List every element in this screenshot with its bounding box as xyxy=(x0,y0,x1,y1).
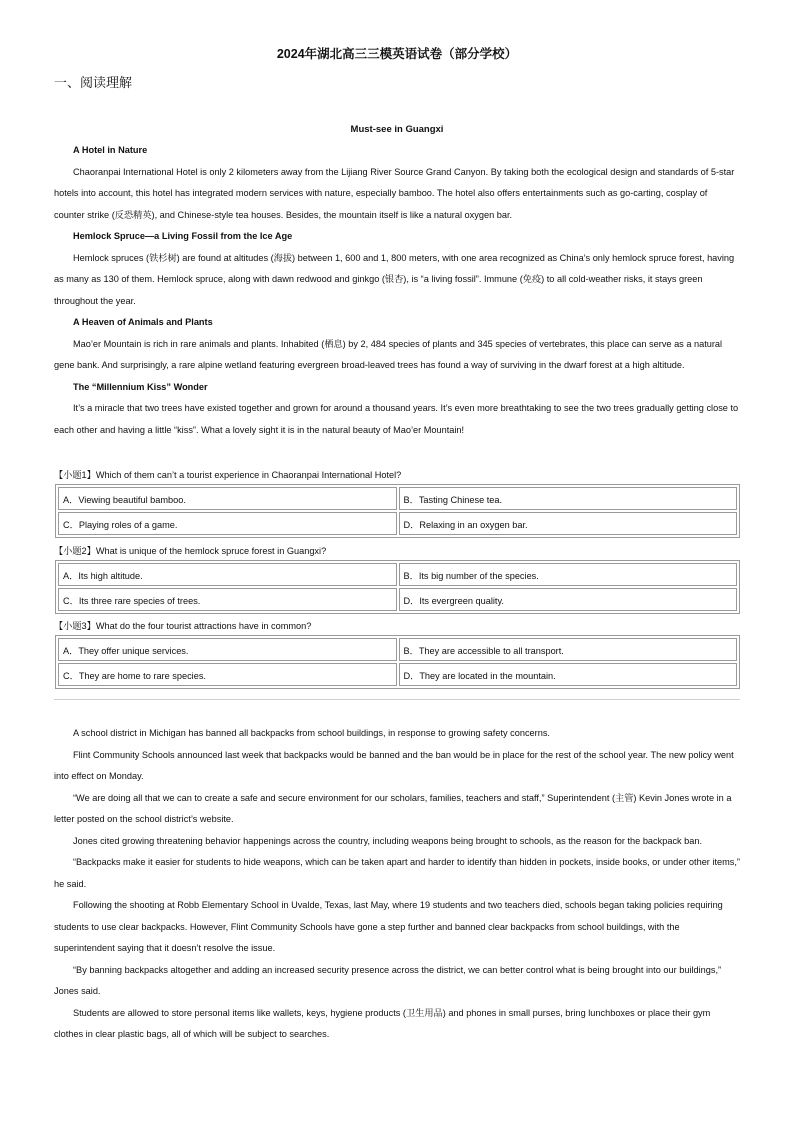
option-b[interactable]: B．Its big number of the species. xyxy=(399,563,738,586)
paragraph: A school district in Michigan has banned all backpacks from school buildings, in response to growing safety concerns. xyxy=(73,728,550,738)
question-3-stem: 【小题3】What do the four tourist attractions have in common? xyxy=(54,621,312,631)
exam-title: 2024年湖北高三三模英语试卷（部分学校） xyxy=(276,47,518,61)
paragraph: Jones cited growing threatening behavior happenings across the country, including weapons being brought to schools, as the reason for the backpack ban. xyxy=(73,835,703,846)
option-b[interactable]: B．Tasting Chinese tea. xyxy=(399,487,738,510)
paragraph: Hemlock spruces (铁杉树) are found at altitudes (海拔) between 1, 600 and 1, 800 meters, with one area recognized as China’s only hemlock spruce forest, having as many as 130 of them. Hemlock spruce, along with dawn redwood and ginkgo (银杏), is “a living fossil”. Immune (免疫) to all cold-weather risks, it stays green throughout the year. xyxy=(54,252,735,306)
option-d[interactable]: D．They are located in the mountain. xyxy=(399,663,738,686)
passage-2 xyxy=(54,723,740,1046)
subheading: Hemlock Spruce—a Living Fossil from the Ice Age xyxy=(73,231,293,241)
question-3-options xyxy=(55,635,740,689)
question-1-options xyxy=(55,484,740,538)
paragraph: “We are doing all that we can to create a safe and secure environment for our scholars, families, teachers and staff,” Superintendent (主管) Kevin Jones wrote in a letter posted on the school district’s website. xyxy=(54,792,732,824)
subheading: A Heaven of Animals and Plants xyxy=(73,317,213,327)
option-d[interactable]: D．Relaxing in an oxygen bar. xyxy=(399,512,738,535)
passage-divider xyxy=(54,699,740,700)
section-heading: 一、阅读理解 xyxy=(54,75,133,90)
question-1-stem: 【小题1】Which of them can’t a tourist experience in Chaoranpai International Hotel? xyxy=(54,470,402,480)
passage-1 xyxy=(54,140,740,441)
option-c[interactable]: C．Its three rare species of trees. xyxy=(58,588,397,611)
paragraph: Chaoranpai International Hotel is only 2 kilometers away from the Lijiang River Source Grand Canyon. By taking both the ecological design and standards of 5-star hotels into account, this hotel has integrated modern services with nature, especially bamboo. The hotel also offers entertainments such as go-carting, cosplay of counter strike (反恐精英), and Chinese-style tea houses. Besides, the mountain itself is like a natural oxygen bar. xyxy=(54,166,735,220)
paragraph: Students are allowed to store personal items like wallets, keys, hygiene products (卫生用品) and phones in small purses, bring lunchboxes or place their gym clothes in clear plastic bags, all of which will be subject to searches. xyxy=(54,1007,711,1039)
question-2-options xyxy=(55,560,740,614)
option-c[interactable]: C．They are home to rare species. xyxy=(58,663,397,686)
paragraph: Following the shooting at Robb Elementary School in Uvalde, Texas, last May, where 19 students and two teachers died, schools began taking policies requiring students to use clear backpacks. However, Flint Community Schools have gone a step further and banned clear backpacks from school buildings, with the superintendent saying that it doesn’t resolve the issue. xyxy=(54,900,723,953)
paragraph: It’s a miracle that two trees have existed together and grown for around a thousand years. It’s even more breathtaking to see the two trees gradually getting close to each other and having a little “kiss”. What a lovely sight it is in the natural beauty of Mao’er Mountain! xyxy=(54,403,739,435)
question-2-stem: 【小题2】What is unique of the hemlock spruce forest in Guangxi? xyxy=(54,546,327,556)
option-a[interactable]: A．They offer unique services. xyxy=(58,638,397,661)
paragraph: Flint Community Schools announced last week that backpacks would be banned and the ban would be in place for the rest of the school year. The new policy went into effect on Monday. xyxy=(54,749,734,781)
option-a[interactable]: A．Viewing beautiful bamboo. xyxy=(58,487,397,510)
option-d[interactable]: D．Its evergreen quality. xyxy=(399,588,738,611)
option-c[interactable]: C．Playing roles of a game. xyxy=(58,512,397,535)
paragraph: “Backpacks make it easier for students to hide weapons, which can be taken apart and harder to identify than hidden in pockets, inside books, or under other items,” he said. xyxy=(54,857,740,889)
paragraph: “By banning backpacks altogether and adding an increased security presence across the district, we can better control what is being brought into our buildings,” Jones said. xyxy=(54,964,722,996)
passage-title: Must-see in Guangxi xyxy=(350,124,444,135)
paragraph: Mao’er Mountain is rich in rare animals and plants. Inhabited (栖息) by 2, 484 species of plants and 345 species of vertebrates, this place can serve as a natural gene bank. And surprisingly, a rare alpine wetland featuring evergreen broad-leaved trees has found a way of surviving in the dwarf forest at a high altitude. xyxy=(54,338,723,370)
option-a[interactable]: A．Its high altitude. xyxy=(58,563,397,586)
subheading: A Hotel in Nature xyxy=(73,145,148,155)
option-b[interactable]: B．They are accessible to all transport. xyxy=(399,638,738,661)
subheading: The “Millennium Kiss” Wonder xyxy=(73,381,208,392)
